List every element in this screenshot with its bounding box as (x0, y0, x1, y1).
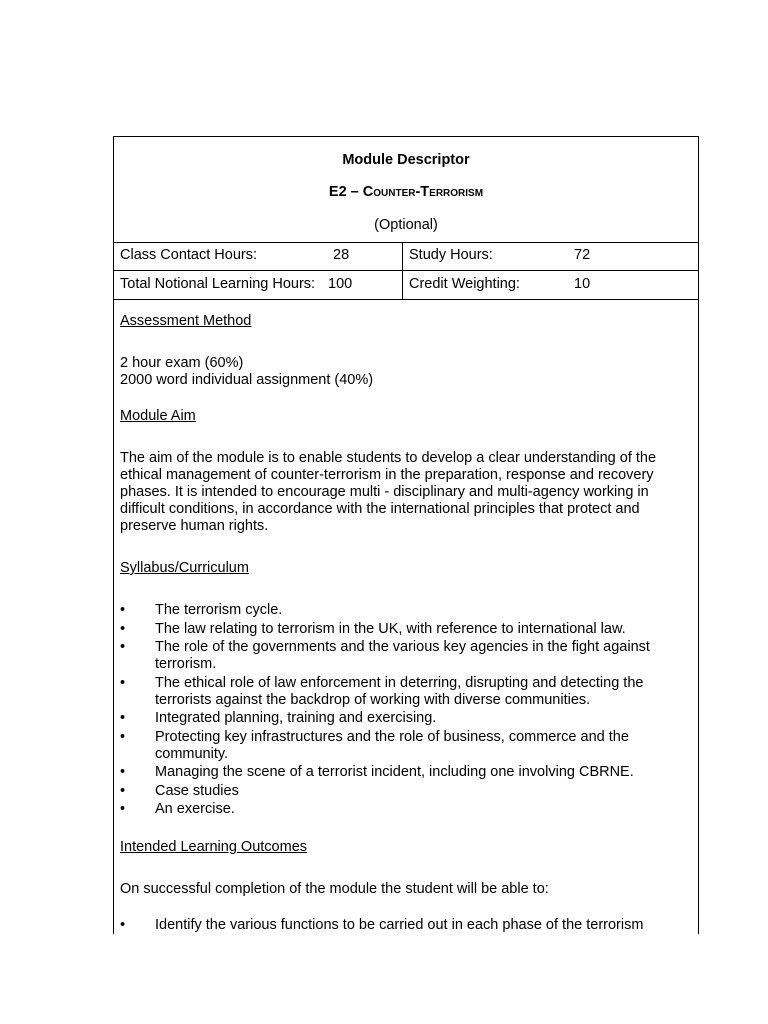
list-item: • The terrorism cycle. (120, 602, 283, 618)
syllabus-list (120, 602, 684, 818)
outcomes-intro: On successful completion of the module the student will be able to: (120, 880, 549, 897)
descriptor-header (114, 137, 698, 243)
syllabus-heading: Syllabus/Curriculum (120, 560, 249, 576)
bullet-icon: • (120, 728, 126, 745)
bullet-icon: • (120, 674, 126, 691)
learning-outcomes-heading: Intended Learning Outcomes (120, 838, 308, 855)
list-item: • The role of the governments and the various key agencies in the fight against terrorism. (120, 639, 650, 672)
aim-line: preserve human rights. (120, 518, 269, 534)
module-descriptor-table (113, 136, 699, 934)
total-hours-cell (114, 271, 403, 299)
assessment-item: 2 hour exam (60%) (120, 355, 244, 371)
module-code-title: E2 – Counter-Terrorism (328, 184, 484, 200)
module-aim-heading: Module Aim (120, 408, 196, 424)
list-item: • Protecting key infrastructures and the role of business, commerce and the community. (120, 728, 629, 762)
list-item: • Identify the various functions to be carried out in each phase of the terrorism (120, 916, 644, 933)
class-contact-cell (114, 242, 403, 270)
list-item: • An exercise. (120, 801, 235, 817)
total-hours-value: 100 (328, 276, 353, 292)
bullet-icon: • (120, 801, 126, 817)
total-hours-label: Total Notional Learning Hours: (120, 276, 316, 292)
assessment-item: 2000 word individual assignment (40%) (120, 372, 374, 388)
list-item: • The law relating to terrorism in the UK, with reference to international law. (120, 620, 626, 637)
class-contact-value: 28 (333, 247, 350, 263)
optional-label: (Optional) (374, 217, 438, 233)
credit-weighting-label: Credit Weighting: (409, 276, 520, 292)
list-item: • Managing the scene of a terrorist incident, including one involving CBRNE. (120, 764, 634, 780)
study-hours-cell (403, 242, 698, 270)
outcomes-list (120, 917, 684, 934)
bullet-icon: • (120, 782, 126, 799)
credit-weighting-cell (403, 271, 698, 299)
bullet-icon: • (120, 639, 126, 655)
list-item: • Case studies (120, 782, 239, 799)
bullet-icon: • (120, 602, 126, 618)
study-hours-label: Study Hours: (409, 247, 493, 263)
bullet-icon: • (120, 620, 126, 637)
bullet-icon: • (120, 764, 126, 780)
hours-row-1 (114, 242, 698, 271)
credit-weighting-value: 10 (574, 276, 591, 292)
class-contact-label: Class Contact Hours: (120, 247, 257, 263)
bullet-icon: • (120, 916, 126, 933)
aim-line: The aim of the module is to enable students to develop a clear understanding of the (120, 450, 657, 466)
list-item: • Integrated planning, training and exercising. (120, 710, 437, 726)
list-item: • The ethical role of law enforcement in deterring, disrupting and detecting the terrorists against the backdrop of working with diverse communities. (120, 674, 644, 708)
aim-line: difficult conditions, in accordance with the international principles that protect and (120, 501, 640, 517)
aim-line: ethical management of counter-terrorism in the preparation, response and recovery (120, 467, 654, 483)
descriptor-body (120, 313, 684, 934)
aim-line: phases. It is intended to encourage multi - disciplinary and multi-agency working in (120, 484, 649, 500)
descriptor-title: Module Descriptor (342, 152, 470, 168)
bullet-icon: • (120, 710, 126, 726)
study-hours-value: 72 (574, 247, 591, 263)
hours-row-2 (114, 271, 698, 300)
assessment-heading: Assessment Method (120, 313, 252, 329)
